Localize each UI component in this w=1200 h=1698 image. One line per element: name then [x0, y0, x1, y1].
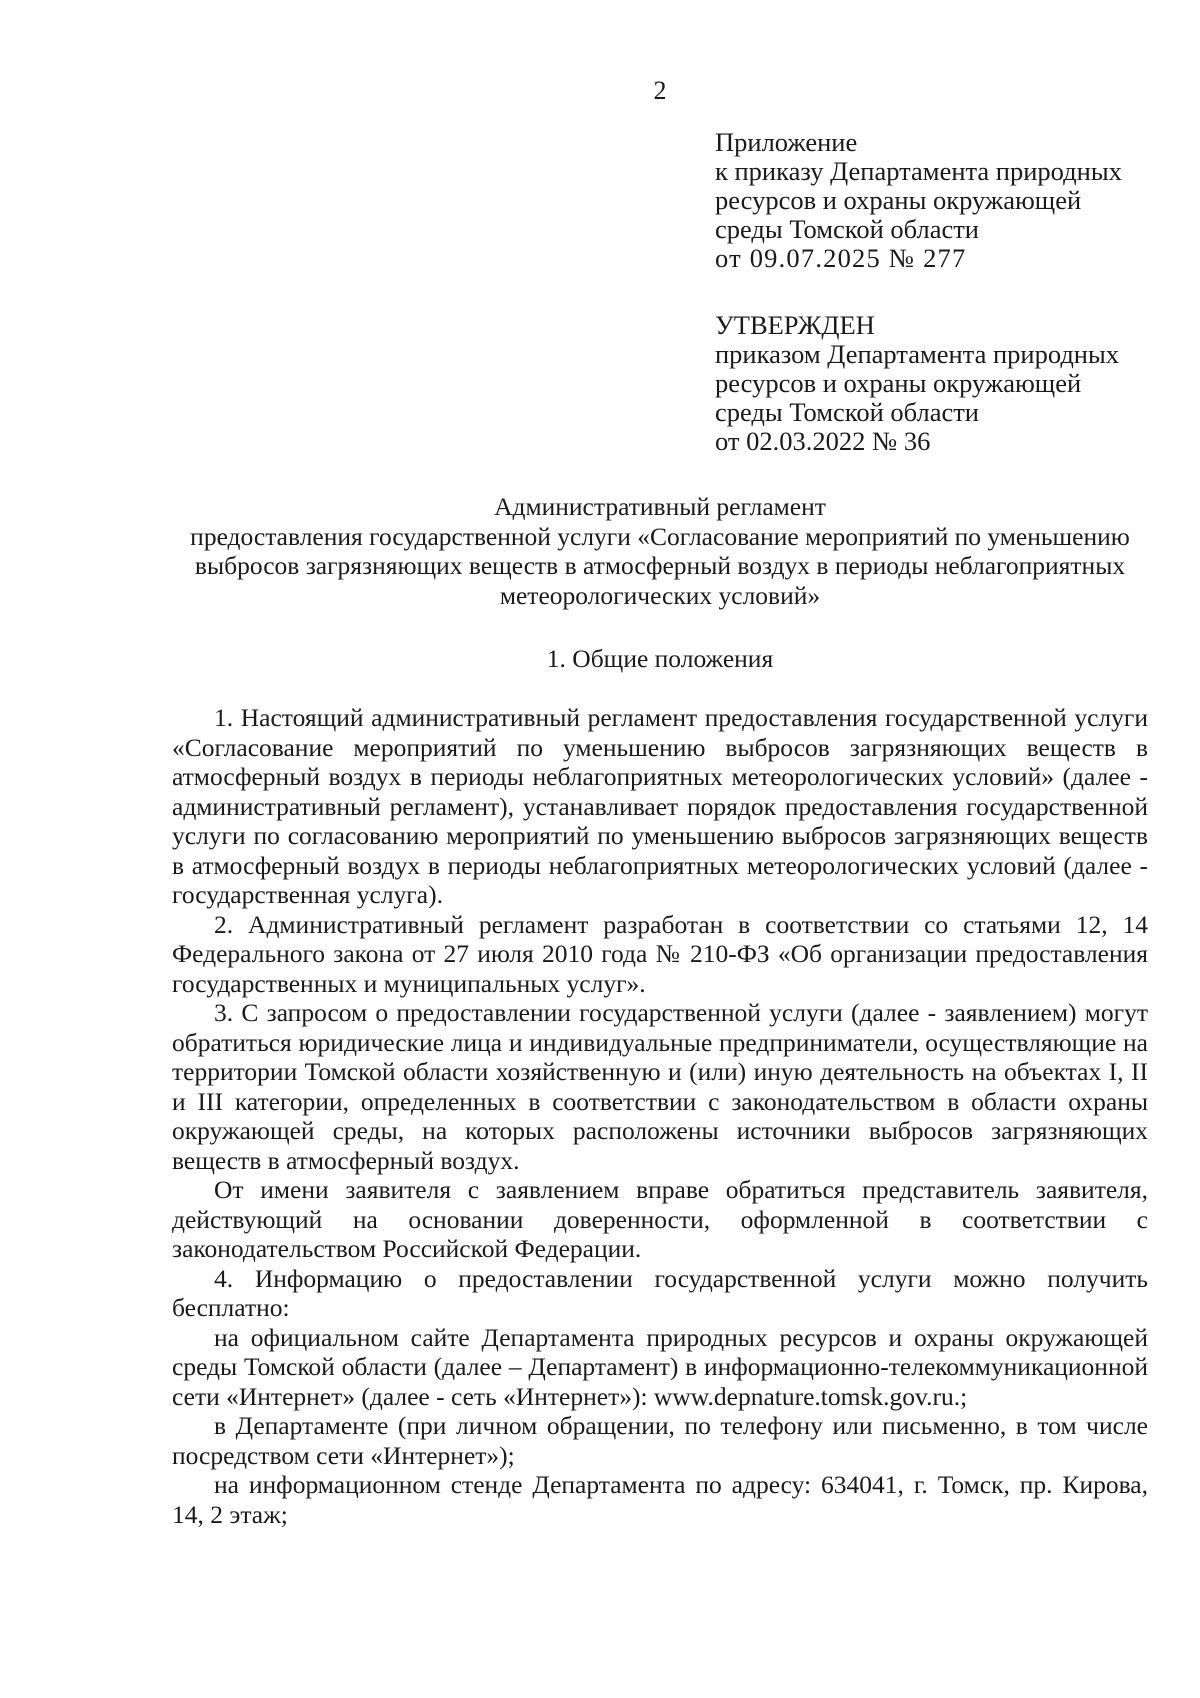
approved-stamp-heading: УТВЕРЖДЕН: [715, 310, 875, 340]
appendix-stamp-line: к приказу Департамента природных: [715, 156, 1122, 186]
approved-stamp-date-line: от 02.03.2022 № 36: [715, 426, 931, 456]
document-title-line: Административный регламент: [494, 492, 826, 521]
appendix-stamp: [715, 128, 1122, 273]
appendix-stamp-line: среды Томской области: [715, 214, 979, 244]
approved-stamp: [715, 311, 1119, 456]
approved-stamp-line: ресурсов и охраны окружающей: [715, 368, 1082, 398]
body-text: [172, 703, 1148, 1529]
paragraph: 3. С запросом о предоставлении государственной услуги (далее - заявлением) могут обратиться юридические лица и индивидуальные предприниматели, осуществляющие на территории Томской области хозяйственную и (или) иную деятельность на объектах I, II и III категории, определенных в соответствии с законодательством в области охраны окружающей среды, на которых расположены источники выбросов загрязняющих веществ в атмосферный воздух.: [172, 998, 1148, 1175]
approved-stamp-line: среды Томской области: [715, 397, 979, 427]
paragraph: в Департаменте (при личном обращении, по телефону или письменно, в том числе посредством сети «Интернет»);: [172, 1411, 1148, 1470]
appendix-stamp-line: Приложение: [715, 127, 858, 157]
paragraph: 2. Административный регламент разработан в соответствии со статьями 12, 14 Федерального закона от 27 июля 2010 года № 210-ФЗ «Об организации предоставления государственных и муниципальных услуг».: [172, 909, 1148, 998]
document-title: [172, 492, 1148, 610]
paragraph: От имени заявителя с заявлением вправе обратиться представитель заявителя, действующий на основании доверенности, оформленной в соответствии с законодательством Российской Федерации.: [172, 1175, 1148, 1263]
document-title-line: предоставления государственной услуги «Согласование мероприятий по уменьшению: [190, 521, 1130, 551]
appendix-stamp-line: ресурсов и охраны окружающей: [715, 185, 1082, 215]
paragraph: на официальном сайте Департамента природных ресурсов и охраны окружающей среды Томской области (далее – Департамент) в информационно-телекоммуникационной сети «Интернет» (далее - сеть «Интернет»): www.depnature.tomsk.gov.ru.;: [172, 1322, 1148, 1411]
page-number: 2: [653, 76, 667, 105]
document-title-line: выбросов загрязняющих веществ в атмосферный воздух в периоды неблагоприятных: [194, 551, 1126, 580]
paragraph: 1. Настоящий административный регламент предоставления государственной услуги «Согласование мероприятий по уменьшению выбросов загрязняющих веществ в атмосферный воздух в периоды неблагоприятных метеорологических условий» (далее - административный регламент), устанавливает порядок предоставления государственной услуги по согласованию мероприятий по уменьшению выбросов загрязняющих веществ в атмосферный воздух в периоды неблагоприятных метеорологических условий (далее - государственная услуга).: [172, 703, 1148, 909]
paragraph: 4. Информацию о предоставлении государственной услуги можно получить бесплатно:: [172, 1263, 1148, 1322]
paragraph: на информационном стенде Департамента по адресу: 634041, г. Томск, пр. Кирова, 14, 2 этаж;: [172, 1470, 1148, 1529]
section-heading: 1. Общие положения: [546, 644, 774, 673]
approved-stamp-line: приказом Департамента природных: [715, 339, 1120, 369]
document-title-line: метеорологических условий»: [499, 580, 821, 610]
appendix-stamp-date-line: от 09.07.2025 № 277: [715, 243, 967, 273]
